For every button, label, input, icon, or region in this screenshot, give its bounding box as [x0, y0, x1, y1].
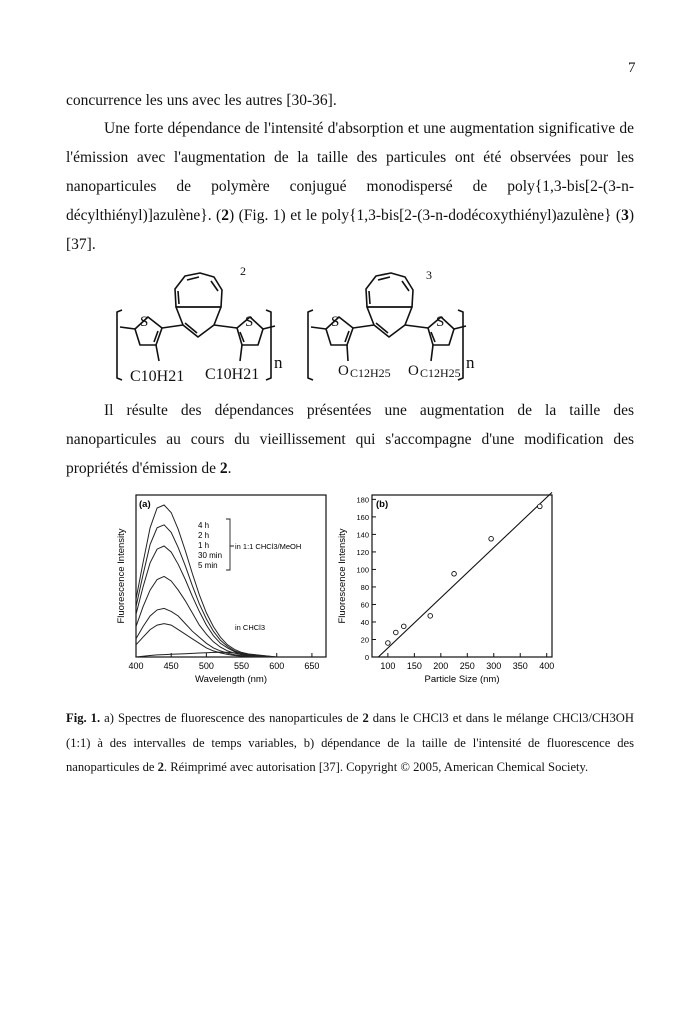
chart-a-xlabel: Wavelength (nm) [195, 674, 267, 685]
alkyl-substituent: C10H21 [130, 368, 185, 385]
compound-ref-2: 2 [221, 207, 229, 224]
legend-label-4h: 4 h [198, 521, 210, 530]
figure-caption [66, 706, 634, 780]
sulfur-atom: S [331, 314, 340, 330]
chart-a-fluorescence-spectra [100, 490, 330, 690]
sulfur-atom: S [140, 314, 149, 330]
chart-b-data-point [386, 641, 391, 646]
paragraph-3-text: . [227, 460, 232, 477]
chart-b-x-tick-label: 400 [539, 661, 555, 671]
caption-text: dans le CHCl3 et dans le mélange CHCl3/CH3OH (1:1) à des intervalles de temps variables, b) dépendance de la taille de l'intensité de fluorescence des nanoparticules de [66, 711, 634, 774]
compound-ref-2: 2 [219, 460, 228, 477]
chart-a-series-line [136, 576, 277, 657]
paragraph-3 [66, 396, 634, 483]
chart-a-annotation: in CHCl3 [235, 623, 266, 632]
paragraph-2 [66, 114, 634, 259]
alkyl-substituent: C10H21 [205, 366, 260, 383]
oxygen-atom: O [408, 363, 419, 379]
chart-b-x-tick-label: 300 [486, 661, 502, 671]
chart-a-x-tick-label: 600 [269, 661, 285, 671]
oxygen-atom: O [338, 363, 349, 379]
sulfur-atom: S [436, 314, 445, 330]
chart-b-x-tick-label: 150 [406, 661, 422, 671]
chart-b-panel-label: (b) [376, 499, 389, 510]
chart-b-y-tick-label: 20 [360, 635, 369, 645]
repeat-unit-n: n [274, 353, 283, 372]
paragraph-1: concurrence les uns avec les autres [30-36]. [66, 92, 337, 109]
caption-fig-label: Fig. 1. [66, 711, 101, 725]
chart-b-y-tick-label: 100 [356, 565, 369, 575]
chart-b-frame [372, 495, 552, 657]
structure-3-label: 3 [426, 268, 432, 282]
chart-a-x-tick-label: 450 [163, 661, 179, 671]
chart-b-y-tick-label: 80 [360, 582, 369, 592]
chart-b-fit-line [378, 492, 552, 657]
chart-b-y-tick-label: 180 [356, 495, 369, 505]
chemical-structures [100, 255, 520, 390]
paragraph-2-text: ) [37]. [66, 207, 634, 253]
chart-b-y-tick-label: 60 [360, 600, 369, 610]
repeat-unit-n: n [466, 353, 475, 372]
chart-b-data-point [452, 572, 457, 577]
chart-b-data-point [538, 504, 543, 509]
paragraph-3-text: Il résulte des dépendances présentées une augmentation de la taille des nanoparticules au cours du vieillissement qui s'accompagne d'une modification des propriétés d'émission de [66, 402, 634, 477]
paragraph-2-text: Une forte dépendance de l'intensité d'absorption et une augmentation significative de l'émission avec l'augmentation de la taille des particules ont été observées pour les nanoparticules de polymère conjugué monodispersé de poly{1,3-bis[2-(3-n-décylthiényl)]azulène}. ( [66, 120, 634, 224]
chart-b-y-tick-label: 120 [356, 547, 369, 557]
legend-label-5min: 5 min [198, 561, 218, 570]
alkoxy-substituent: C12H25 [350, 366, 391, 380]
chart-b-x-tick-label: 100 [380, 661, 396, 671]
legend-label-30min: 30 min [198, 551, 223, 560]
compound-ref-2: 2 [157, 760, 164, 774]
chart-a-x-tick-label: 500 [198, 661, 214, 671]
chart-b-y-tick-label: 140 [356, 530, 369, 540]
chart-b-data-point [401, 624, 406, 629]
chart-b-x-tick-label: 350 [512, 661, 528, 671]
chart-b-size-dependence [336, 490, 556, 690]
chart-b-x-tick-label: 200 [433, 661, 449, 671]
chart-b-ylabel: Fluorescence Intensity [337, 528, 348, 624]
chart-b-x-tick-label: 250 [459, 661, 475, 671]
structure-2-label: 2 [240, 264, 246, 278]
chart-b-xlabel: Particle Size (nm) [424, 674, 500, 685]
sulfur-atom: S [245, 314, 254, 330]
alkoxy-substituent: C12H25 [420, 366, 461, 380]
chart-b-data-point [428, 614, 433, 619]
page-number: 7 [628, 60, 636, 76]
paragraph-2-text: ) (Fig. 1) et le poly{1,3-bis[2-(3-n-dodécoxythiényl)azulène} ( [228, 207, 622, 224]
chart-a-ylabel: Fluorescence Intensity [116, 528, 127, 624]
caption-text: a) Spectres de fluorescence des nanoparticules de [100, 711, 363, 725]
caption-text: . Réimprimé avec autorisation [37]. Copyright © 2005, American Chemical Society. [163, 760, 589, 774]
chart-a-panel-label: (a) [139, 499, 151, 510]
chart-b-data-point [394, 630, 399, 635]
compound-ref-3: 3 [621, 207, 629, 224]
chart-b-y-tick-label: 160 [356, 512, 369, 522]
chart-a-x-tick-label: 650 [304, 661, 320, 671]
chart-a-frame [136, 495, 326, 657]
legend-label-2h: 2 h [198, 531, 210, 540]
legend-label-1h: 1 h [198, 541, 210, 550]
compound-ref-2: 2 [362, 711, 369, 725]
chart-b-y-tick-label: 40 [360, 617, 369, 627]
chart-a-series-line [136, 608, 277, 657]
chart-a-x-tick-label: 550 [234, 661, 250, 671]
chart-b-data-point [489, 536, 494, 541]
chart-a-x-tick-label: 400 [128, 661, 144, 671]
chart-b-y-tick-label: 0 [364, 653, 369, 662]
legend-brace [226, 519, 234, 570]
legend-group-label: in 1:1 CHCl3/MeOH [235, 542, 302, 551]
